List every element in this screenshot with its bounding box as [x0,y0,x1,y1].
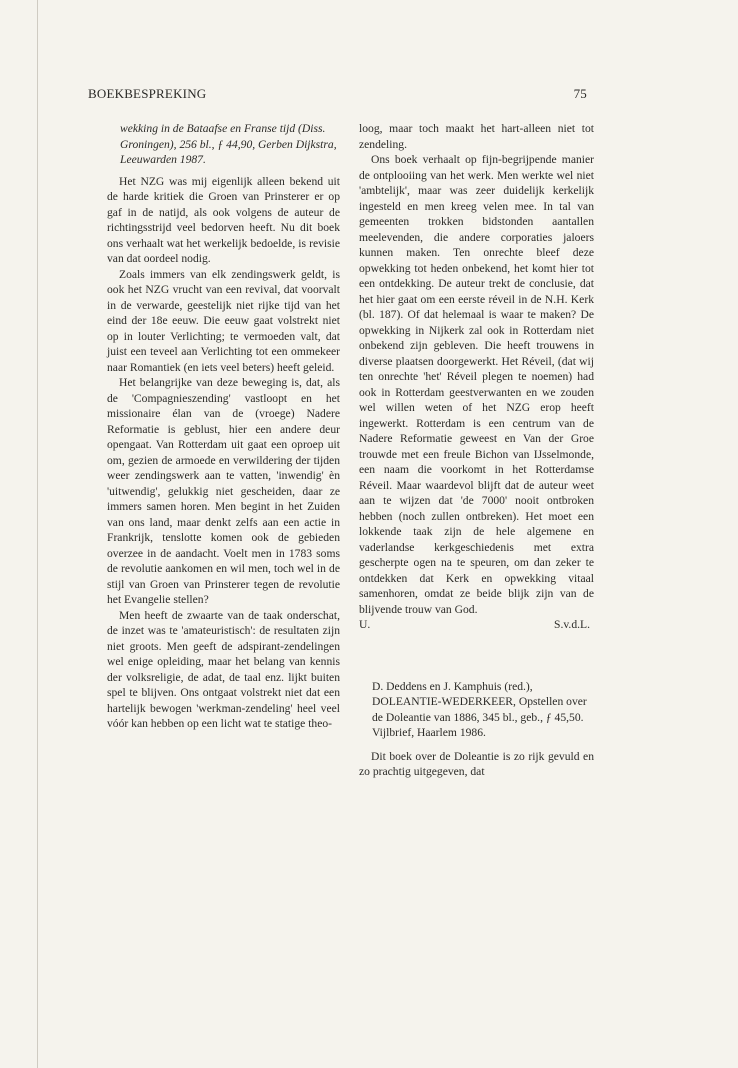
running-head [88,86,595,102]
paragraph: loog, maar toch maakt het hart-alleen niet tot zendeling. [359,122,594,151]
paragraph: Het NZG was mij eigenlijk alleen bekend uit de harde kritiek die Groen van Prinsterer er op gaf in de natijd, als ook volgens de auteur de richtingsstrijd veel bedorven heeft. Nu dit boek ons verhaalt wat het werkelijk bedoelde, is revisie van dat oordeel nodig. [107,174,340,265]
paragraph: Ons boek verhaalt op fijn-begrijpende manier de ontplooiing van het werk. Men werkte wel niet 'ambtelijk', maar was zeer duidelijk kerkelijk ingesteld en men kreeg velen mee. In tal van gemeenten trokken bidstonden aantallen meelevenden, die andere corporaties jaloers kunnen maken. Ten onrechte bleef deze opwekking tot heden onbekend, het komt hier tot een ontdekking. De auteur trekt de conclusie, dat het hier gaat om een eerste réveil in de N.H. Kerk (bl. 187). Of dat helemaal is waar te maken? De opwekking in Nijkerk zal ook in Rotterdam niet onbekend zijn gebleven. Die heeft trouwens in diverse plaatsen doorgewerkt. Het Réveil, (dat wij ten onrechte 'het' Réveil plegen te noemen) had ook in Rotterdam geestverwanten en we zouden wel willen weten of het NZG erop heeft ingewerkt. Rotterdam is een centrum van de Nadere Reformatie geweest en Van der Groe trouwde met een freule Bichon van IJsselmonde, een naam die voorkomt in het Rotterdamse Réveil. Maar waardevol blijft dat de auteur weet aan te wijzen dat 'de 7000' nooit ontbroken hebben (noch zullen ontbreken). Het moet een lokkende taak zijn de hele algemene en vaderlandse kerkgeschiedenis met extra gescherpte ogen na te speuren, om dan zeker te ontdekken dat Kerk en opwekking vitaal samenhoren, omdat ze beide blijk zijn van de blijvende trouw van God. [359,153,594,616]
book-reference: D. Deddens en J. Kamphuis (red.), DOLEANTIE-WEDERKEER, Opstellen over de Doleantie van 1886, 345 bl., geb., ƒ 45,50. Vijlbrief, Haarlem 1986. [372,679,587,740]
section-title: BOEKBESPREKING [88,86,207,101]
right-column [359,121,594,780]
paragraph: Men heeft de zwaarte van de taak onderschat, de inzet was te 'amateuristisch': de resultaten zijn niet groots. Men geeft de adspirant-zendelingen wel enige opleiding, maar het belang van kennis der volksreligie, de adat, de taal enz. lijkt buiten spel te blijven. Ons ontgaat volstrekt niet dat een hartelijk bewogen 'werkman-zendeling' heel veel vóór kan hebben op een licht wat te statige theo- [107,608,340,730]
paragraph: Dit boek over de Doleantie is zo rijk gevuld en zo prachtig uitgegeven, dat [359,749,594,779]
paragraph: Zoals immers van elk zendingswerk geldt, is ook het NZG vrucht van een revival, dat voorvalt in de verwarde, geestelijk niet rijke tijd van het eind der 18e eeuw. Die eeuw gaat volstrekt niet op in louter Verlichting; te vermoeden valt, dat juist een teveel aan Verlichting tot een ommekeer naar Romantiek (en iets veel beters) heeft geleid. [107,267,340,374]
signature-line [359,617,594,633]
binding-edge [37,0,38,1068]
left-column [107,121,340,732]
reviewer-signature: S.v.d.L. [554,618,590,631]
paragraph: Het belangrijke van deze beweging is, dat, als de 'Compagnieszending' vastloopt en het missionaire élan van de (vroege) Nadere Reformatie is geblust, hier een andere deur opengaat. Van Rotterdam uit gaat een oproep uit om, gezien de armoede en verwildering der tijden weer zendingswerk aan te vatten, 'inwendig' èn 'uitwendig', gelukkig niet gescheiden, daar ze immers samen horen. Men begint in het Zuiden van ons land, maar denkt zelfs aan een actie in Frankrijk, tenslotte komen ook de gebieden overzee in de aandacht. Voelt men in 1783 soms de revolutie aankomen en wil men, toch wel in de stijl van Groen van Prinsterer tegen de revolutie het Evangelie stellen? [107,376,340,606]
book-reference-tail: wekking in de Bataafse en Franse tijd (Diss. Groningen), 256 bl., ƒ 44,90, Gerben Dijkstra, Leeuwarden 1987. [120,122,337,166]
page-number: 75 [573,86,587,101]
signature-initial: U. [359,618,371,631]
